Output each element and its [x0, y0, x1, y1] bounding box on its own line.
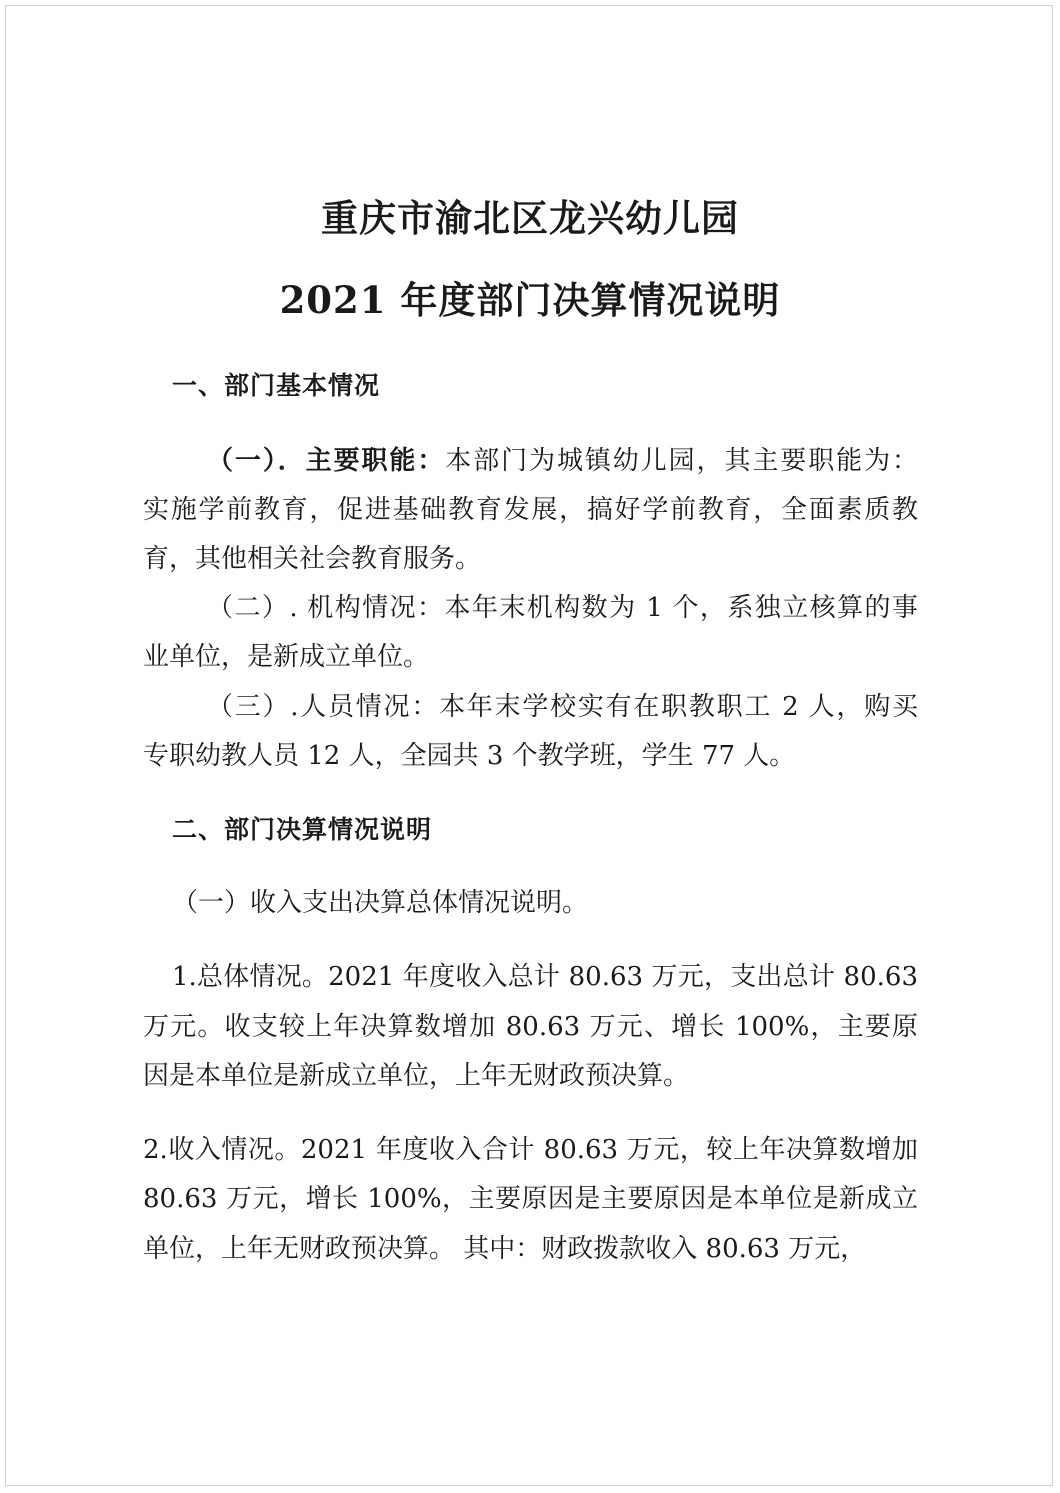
- s1-p1-line1: [207, 444, 918, 478]
- s2-p2-line1: 2.收入情况。2021 年度收入合计 80.63 万元，较上年决算数增加: [143, 1135, 918, 1165]
- s1-p1-label: （一）．主要职能：: [207, 446, 446, 476]
- s1-p3-line2: 专职幼教人员 12 人，全园共 3 个教学班，学生 77 人。: [143, 741, 796, 771]
- document-title-line1: 重庆市渝北区龙兴幼儿园: [321, 196, 739, 240]
- s1-p1-line2: 实施学前教育，促进基础教育发展，搞好学前教育，全面素质教: [143, 495, 918, 525]
- s2-sub1: （一）收入支出决算总体情况说明。: [172, 888, 589, 918]
- s1-p2-line1: （二）. 机构情况：本年末机构数为 1 个，系独立核算的事: [207, 593, 918, 623]
- s2-p2-line3: 单位，上年无财政预决算。 其中：财政拨款收入 80.63 万元，: [143, 1234, 867, 1264]
- s1-p1-line1-text: 本部门为城镇幼儿园，其主要职能为：: [445, 446, 918, 476]
- section2-heading: 二、部门决算情况说明: [172, 815, 433, 844]
- document-title-line2: 2021 年度部门决算情况说明: [279, 278, 781, 322]
- s2-p2-line2: 80.63 万元，增长 100%，主要原因是主要原因是本单位是新成立: [143, 1184, 918, 1214]
- s1-p2-line2: 业单位，是新成立单位。: [143, 642, 430, 672]
- section1-heading: 一、部门基本情况: [172, 371, 381, 400]
- s2-p1-line2: 万元。收支较上年决算数增加 80.63 万元、增长 100%，主要原: [143, 1012, 918, 1042]
- s1-p1-line3: 育，其他相关社会教育服务。: [143, 544, 482, 574]
- s2-p1-line3: 因是本单位是新成立单位，上年无财政预决算。: [143, 1061, 690, 1091]
- s2-p1-line1: 1.总体情况。2021 年度收入总计 80.63 万元，支出总计 80.63: [172, 962, 918, 992]
- s1-p3-line1: （三）.人员情况：本年末学校实有在职教职工 2 人，购买: [207, 692, 918, 722]
